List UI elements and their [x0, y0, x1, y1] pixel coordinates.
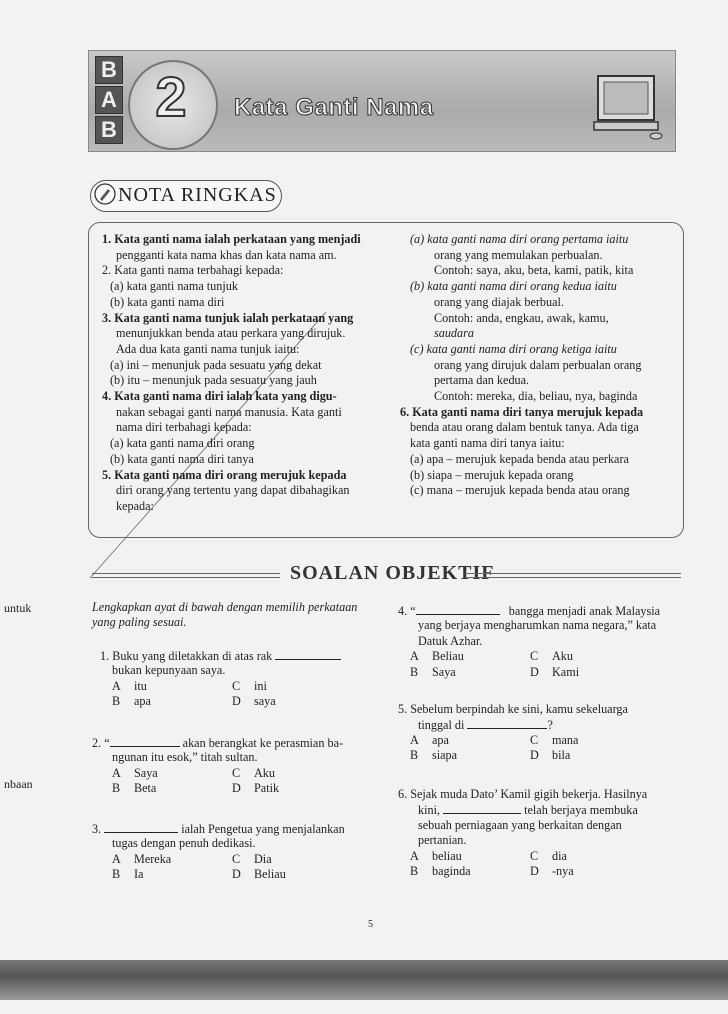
question-text: kini, — [418, 803, 441, 818]
answer-blank — [110, 735, 180, 747]
option-letter: C — [232, 851, 241, 866]
instruction: Lengkapkan ayat di bawah dengan memilih perkataan yang paling sesuai. — [92, 600, 358, 630]
nota-line: 5. Kata ganti nama diri orang merujuk kepada — [102, 467, 347, 482]
answer-option[interactable] — [112, 694, 151, 709]
question-line — [92, 735, 343, 751]
nota-line: Contoh: saya, aku, beta, kami, patik, kita — [434, 263, 634, 278]
nota-line: (b) siapa – merujuk kepada orang — [410, 467, 574, 482]
answer-option[interactable] — [530, 849, 567, 864]
option-letter: A — [112, 678, 121, 693]
question-text: yang berjaya mengharumkan nama negara,” kata — [418, 618, 657, 633]
answer-option[interactable] — [232, 867, 286, 882]
question-text: sebuah perniagaan yang berkaitan dengan — [418, 817, 622, 832]
nota-line: (b) kata ganti nama diri tanya — [110, 451, 254, 466]
answer-option[interactable] — [530, 864, 574, 879]
nota-line: Ada dua kata ganti nama tunjuk iaitu: — [116, 341, 300, 356]
option-letter: A — [410, 732, 419, 747]
nota-line: (b) kata ganti nama diri — [110, 294, 225, 309]
nota-line: pertama dan kedua. — [434, 373, 530, 388]
option-text: apa — [432, 732, 449, 747]
nota-line: saudara — [434, 326, 474, 341]
nota-line: 1. Kata ganti nama ialah perkataan yang menjadi — [102, 232, 361, 246]
option-letter: A — [410, 848, 419, 863]
margin-word: nbaan — [4, 777, 33, 791]
option-letter: D — [232, 867, 241, 882]
question-text: ialah Pengetua yang menjalankan — [181, 822, 345, 836]
question-line — [398, 702, 628, 717]
option-letter: C — [232, 678, 241, 693]
nota-line: (a) kata ganti nama tunjuk — [110, 279, 238, 294]
option-text: siapa — [432, 748, 458, 763]
option-letter: D — [530, 664, 539, 679]
nota-line: 3. Kata ganti nama tunjuk ialah perkataan yang — [102, 310, 354, 325]
answer-option[interactable] — [232, 852, 272, 867]
nota-line: kata ganti nama diri tanya iaitu: — [410, 436, 565, 451]
nota-line: 2. Kata ganti nama terbahagi kepada: — [102, 263, 284, 278]
option-text: Ia — [134, 867, 144, 882]
answer-option[interactable] — [112, 679, 147, 694]
option-text: Aku — [254, 765, 275, 780]
answer-option[interactable] — [410, 864, 471, 879]
option-text: Kami — [552, 664, 580, 679]
option-letter: D — [232, 694, 241, 709]
bottom-scan-band — [0, 960, 728, 1000]
nota-line: 6. Kata ganti nama diri tanya merujuk kepada — [400, 404, 644, 419]
option-letter: A — [410, 649, 419, 664]
answer-option[interactable] — [530, 748, 570, 763]
nota-line: (a) kata ganti nama diri orang pertama iaitu — [410, 232, 629, 246]
answer-blank — [104, 821, 178, 833]
option-text: baginda — [432, 864, 471, 878]
nota-line: diri orang yang tertentu yang dapat dibahagikan — [116, 483, 350, 498]
option-text: Mereka — [134, 851, 172, 866]
bab-letter: A — [95, 86, 123, 114]
nota-line: (a) ini – menunjuk pada sesuatu yang dekat — [110, 357, 322, 372]
nota-line: (a) kata ganti nama diri orang — [110, 436, 255, 451]
question-text: 5. Sebelum berpindah ke sini, kamu sekeluarga — [398, 702, 628, 716]
option-text: Dia — [254, 851, 272, 866]
answer-option[interactable] — [112, 867, 143, 882]
answer-option[interactable] — [112, 852, 171, 867]
question-text: akan berangkat ke perasmian ba- — [182, 736, 344, 750]
option-text: Saya — [134, 765, 158, 780]
question-line — [112, 750, 258, 765]
option-letter: B — [112, 694, 121, 709]
question-text: 2. “ — [92, 736, 110, 750]
bab-letter: B — [95, 56, 123, 84]
question-text: ngunan itu esok,” titah sultan. — [112, 750, 258, 765]
option-letter: B — [410, 864, 419, 878]
question-text: bukan kepunyaan saya. — [112, 663, 226, 678]
answer-option[interactable] — [410, 849, 462, 864]
answer-option[interactable] — [530, 733, 578, 748]
answer-blank — [467, 717, 547, 729]
answer-option[interactable] — [410, 733, 449, 748]
chapter-number: 2 — [155, 65, 187, 128]
question-text: 4. “ — [398, 604, 416, 618]
option-letter: D — [232, 781, 241, 796]
option-text: Beliau — [254, 867, 286, 882]
nota-line: pengganti kata nama khas dan kata nama am. — [116, 247, 337, 262]
nota-line: nama diri terbahagi kepada: — [116, 420, 252, 435]
option-letter: D — [530, 864, 539, 878]
option-letter: C — [530, 848, 539, 863]
nota-line: orang yang diajak berbual. — [434, 294, 564, 309]
question-text: 1. Buku yang diletakkan di atas rak — [100, 649, 273, 663]
answer-option[interactable] — [410, 649, 464, 664]
question-line — [418, 717, 553, 733]
question-line — [418, 833, 466, 848]
option-letter: C — [530, 649, 539, 664]
soalan-heading: SOALAN OBJEKTIF — [290, 562, 495, 584]
nota-line: (b) kata ganti nama diri orang kedua iaitu — [410, 279, 617, 294]
question-text: bangga menjadi anak Malaysia — [508, 604, 661, 618]
answer-option[interactable] — [232, 679, 267, 694]
option-text: beliau — [432, 848, 462, 863]
question-text: Datuk Azhar. — [418, 633, 483, 648]
option-text: itu — [134, 678, 147, 693]
nota-line: nakan sebagai ganti nama manusia. Kata ganti — [116, 404, 342, 419]
option-letter: A — [112, 851, 121, 866]
answer-option[interactable] — [410, 665, 456, 680]
nota-line: benda atau orang dalam bentuk tanya. Ada tiga — [410, 420, 639, 435]
bab-letter: B — [95, 116, 123, 144]
question-line — [418, 818, 622, 833]
nota-line: (b) itu – menunjuk pada sesuatu yang jauh — [110, 373, 317, 388]
option-text: bila — [552, 748, 571, 763]
option-text: ini — [254, 678, 267, 693]
answer-blank — [275, 648, 341, 660]
nota-line: 4. Kata ganti nama diri ialah kata yang digu- — [102, 389, 337, 403]
answer-blank — [443, 802, 521, 814]
option-letter: C — [232, 765, 241, 780]
option-text: -nya — [552, 864, 574, 878]
option-letter: A — [112, 765, 121, 780]
question-line — [418, 634, 482, 649]
question-text: 6. Sejak muda Dato’ Kamil gigih bekerja. Hasilnya — [398, 787, 648, 801]
option-text: mana — [552, 732, 579, 747]
option-text: Beliau — [432, 649, 464, 664]
answer-option[interactable] — [112, 781, 156, 796]
question-text: pertanian. — [418, 833, 467, 848]
question-line — [398, 603, 660, 619]
answer-blank — [416, 603, 500, 615]
question-text: telah berjaya membuka — [524, 803, 638, 818]
question-line — [398, 787, 647, 802]
answer-option[interactable] — [232, 766, 275, 781]
option-letter: D — [530, 748, 539, 763]
option-letter: B — [112, 867, 121, 882]
option-text: Saya — [432, 664, 456, 679]
nota-line: orang yang dirujuk dalam perbualan orang — [434, 357, 642, 372]
nota-line: (a) apa – merujuk kepada benda atau perkara — [410, 451, 629, 466]
question-text: ? — [547, 718, 553, 733]
nota-line: kepada: — [116, 498, 154, 513]
answer-option[interactable] — [530, 649, 573, 664]
option-letter: B — [112, 781, 121, 796]
question-line — [112, 663, 225, 678]
option-text: Patik — [254, 781, 280, 796]
option-text: apa — [134, 694, 151, 709]
computer-icon — [592, 70, 666, 140]
nota-line: orang yang memulakan perbualan. — [434, 247, 603, 262]
question-line — [100, 648, 341, 664]
question-line — [92, 821, 345, 837]
option-text: dia — [552, 848, 567, 863]
option-letter: B — [410, 664, 419, 679]
answer-option[interactable] — [112, 766, 158, 781]
nota-heading: NOTA RINGKAS — [118, 184, 277, 206]
option-letter: B — [410, 748, 419, 763]
nota-line: (c) kata ganti nama diri orang ketiga iaitu — [410, 341, 617, 356]
option-text: Aku — [552, 649, 573, 664]
margin-word: untuk — [4, 601, 32, 615]
answer-option[interactable] — [530, 665, 579, 680]
nota-line: Contoh: mereka, dia, beliau, nya, baginda — [434, 389, 638, 403]
question-text: tinggal di — [418, 718, 465, 733]
chapter-title: Kata Ganti Nama — [234, 94, 434, 121]
divider-line — [92, 573, 280, 578]
question-line — [112, 836, 256, 851]
pen-icon — [94, 183, 116, 205]
question-text: 3. — [92, 822, 102, 836]
page-number: 5 — [368, 919, 373, 930]
option-text: Beta — [134, 781, 157, 796]
nota-line: Contoh: anda, engkau, awak, kamu, — [434, 310, 609, 325]
option-letter: C — [530, 732, 539, 747]
question-line — [418, 618, 656, 633]
option-text: saya — [254, 694, 276, 709]
answer-option[interactable] — [232, 694, 276, 709]
answer-option[interactable] — [232, 781, 279, 796]
answer-option[interactable] — [410, 748, 457, 763]
question-text: tugas dengan penuh dedikasi. — [112, 836, 256, 851]
question-line — [418, 802, 638, 818]
divider-line — [467, 573, 681, 578]
nota-line: (c) mana – merujuk kepada benda atau orang — [410, 483, 630, 498]
nota-line: menunjukkan benda atau perkara yang dirujuk. — [116, 326, 346, 341]
